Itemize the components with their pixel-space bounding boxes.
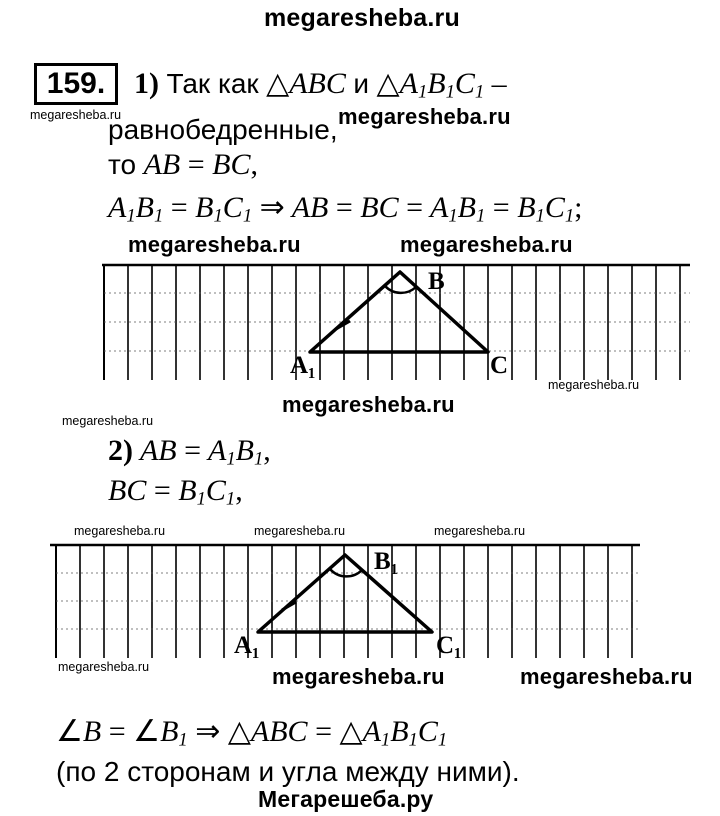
watermark-small: megaresheba.ru — [58, 660, 150, 674]
watermark-big: megaresheba.ru — [128, 232, 301, 257]
vertex-label: A₁ — [234, 632, 260, 659]
watermark-small: megaresheba.ru — [254, 524, 346, 538]
line-bc-eq: BC = $B_1C_1$, — [108, 474, 243, 510]
problem-number: 159. — [34, 63, 118, 105]
watermark-small: megaresheba.ru — [62, 414, 154, 428]
watermark-big: megaresheba.ru — [400, 232, 573, 257]
part1-label: 1) — [134, 67, 159, 100]
watermark-top: megaresheba.ru — [264, 4, 460, 32]
watermark-big: megaresheba.ru — [282, 392, 455, 417]
line-isosceles: равнобедренные, — [108, 114, 338, 145]
watermark-small: megaresheba.ru — [548, 378, 640, 392]
vertex-label: C₁ — [436, 632, 462, 659]
line-ab-bc: то AB = BC, — [108, 148, 259, 181]
watermark-big: megaresheba.ru — [520, 664, 693, 689]
watermark-small: megaresheba.ru — [30, 108, 122, 122]
triangle — [258, 555, 432, 632]
line-ab-eq: 2) AB = $A_1B_1$, — [108, 434, 271, 470]
vertex-label: B — [428, 268, 445, 295]
watermark-footer: Мегарешеба.ру — [258, 786, 434, 812]
line-intro: 1) Так как △ABC и $\triangle A_1B_1C_1$ – — [134, 67, 507, 103]
part2-label: 2) — [108, 434, 133, 467]
watermark-big: megaresheba.ru — [338, 104, 511, 129]
vertex-label: A₁ — [290, 352, 316, 379]
line-angle-conclusion: ∠B = $\angle B_1$ ⇒ △ABC = $\triangle A_1B_1C_1$ — [56, 715, 448, 751]
watermark-small: megaresheba.ru — [434, 524, 526, 538]
grid-lines — [50, 545, 640, 658]
line-equal-chain: $A_1B_1 = B_1C_1$ ⇒ AB = BC = $A_1B_1 = B_1C_1$; — [108, 191, 583, 227]
watermark-small: megaresheba.ru — [74, 524, 166, 538]
vertex-label: C — [490, 352, 509, 379]
watermark-big: megaresheba.ru — [272, 664, 445, 689]
vertex-label: B₁ — [374, 548, 399, 575]
line-reason: (по 2 сторонам и угла между ними). — [56, 756, 520, 787]
